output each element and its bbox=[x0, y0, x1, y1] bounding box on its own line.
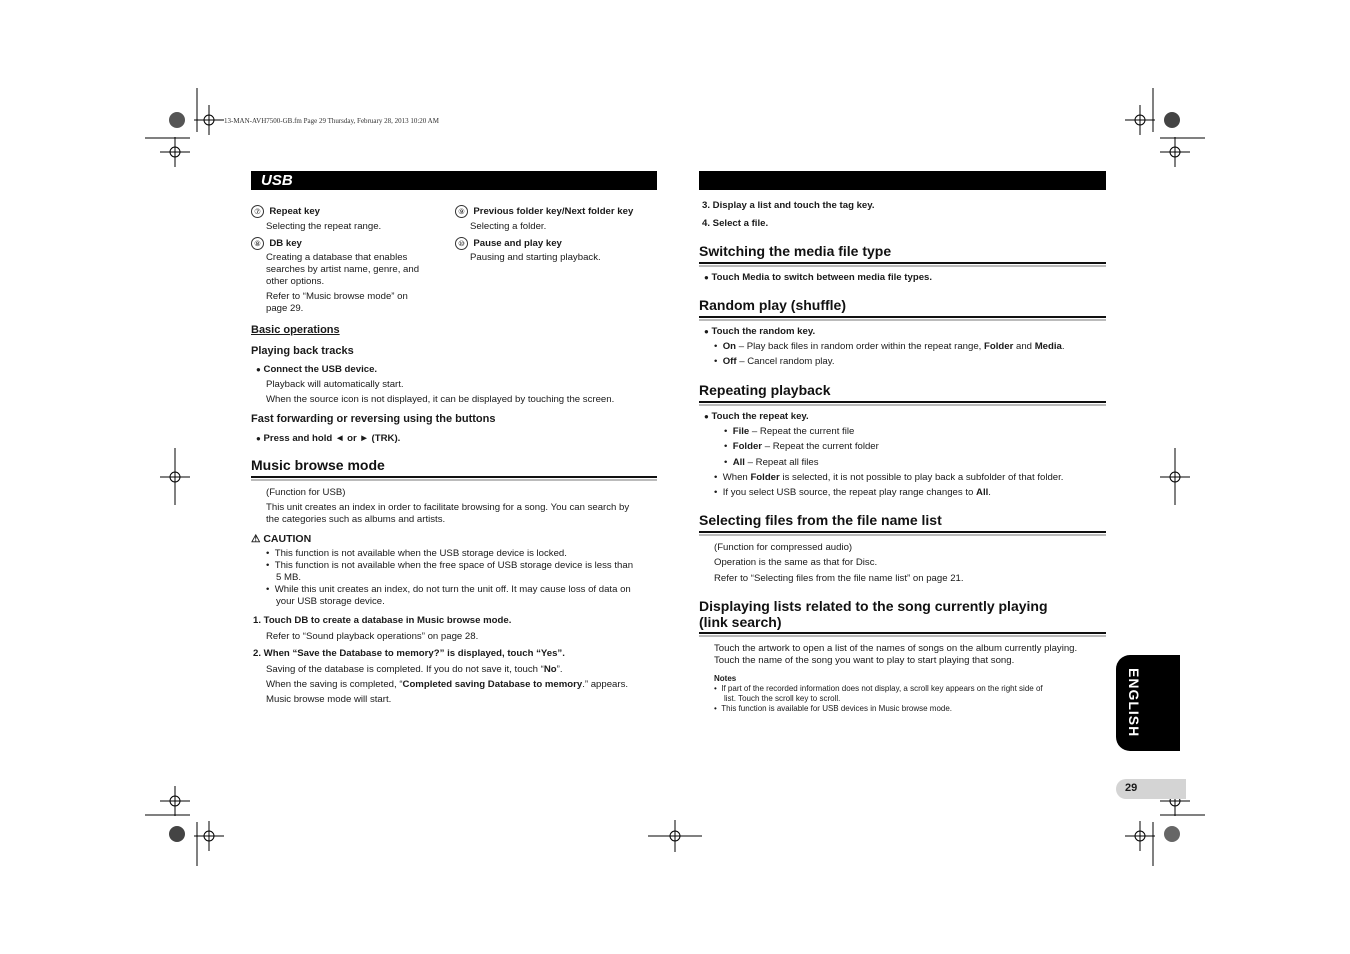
caution-item: • While this unit creates an index, do not turn the unit off. It may cause loss of data on bbox=[266, 584, 631, 595]
step-2-b: When the saving is completed, “Completed saving Database to memory.” appears. bbox=[266, 679, 629, 690]
step-2-a: Saving of the database is completed. If you do not save it, touch “No”. bbox=[266, 664, 563, 675]
repeat-rule bbox=[699, 401, 1106, 403]
caution-item: • This function is not available when the USB storage device is locked. bbox=[266, 548, 567, 559]
link-search-rule-2 bbox=[699, 635, 1106, 637]
music-browse-heading: Music browse mode bbox=[251, 457, 385, 473]
page-number: 29 bbox=[1125, 782, 1138, 794]
caution-list: • This function is not available when the USB storage device is locked. • This function is not available when the free space of USB storage device is less than 5 MB. • While this unit creates an index, do not turn the unit off. It may cause loss of data on your USB storage device. bbox=[266, 548, 634, 607]
caution-heading: ⚠ CAUTION bbox=[251, 533, 312, 545]
note-item: • This function is available for USB devices in Music browse mode. bbox=[714, 704, 953, 713]
key-9-label: ⑨ Previous folder key/Next folder key bbox=[455, 205, 633, 218]
basic-operations-heading: Basic operations bbox=[251, 324, 340, 336]
section-bar-right bbox=[699, 171, 1106, 190]
key-7-label: ⑦ Repeat key bbox=[251, 205, 320, 218]
auto-start-text: Playback will automatically start. bbox=[266, 379, 404, 390]
key-10-label: ⑩ Pause and play key bbox=[455, 237, 562, 250]
section-title: USB bbox=[261, 172, 293, 189]
section-bar-left bbox=[251, 171, 657, 190]
playing-back-heading: Playing back tracks bbox=[251, 345, 354, 357]
repeat-all: • All – Repeat all files bbox=[724, 457, 819, 468]
select-files-3: Refer to “Selecting files from the file name list” on page 21. bbox=[714, 573, 964, 584]
index-text: This unit creates an index in order to facilitate browsing for a song. You can search by the categories such as albums and artists. bbox=[266, 502, 630, 525]
switch-rule-2 bbox=[699, 265, 1106, 267]
select-files-2: Operation is the same as that for Disc. bbox=[714, 557, 878, 568]
select-files-rule-2 bbox=[699, 534, 1106, 536]
notes-list: • If part of the recorded information does not display, a scroll key appears on the right side of list. Touch the scroll key to scroll. • This function is available for USB devices in Music browse mode. bbox=[714, 684, 1043, 713]
random-off: • Off – Cancel random play. bbox=[714, 356, 835, 367]
repeat-file: • File – Repeat the current file bbox=[724, 426, 855, 437]
link-search-text: Touch the artwork to open a list of the names of songs on the album currently playing. Touch the name of the song you want to play to start playing that song. bbox=[714, 643, 1078, 666]
key-8-label: ⑧ DB key bbox=[251, 237, 302, 250]
random-on: • On – Play back files in random order within the repeat range, Folder and Media. bbox=[714, 341, 1065, 352]
key-9-desc: Selecting a folder. bbox=[470, 221, 547, 232]
step-1-ref: Refer to “Sound playback operations” on page 28. bbox=[266, 631, 479, 642]
repeat-rule-2 bbox=[699, 404, 1106, 406]
repeat-item: ● Touch the repeat key. bbox=[704, 411, 809, 422]
switch-item: ● Touch Media to switch between media file types. bbox=[704, 272, 933, 283]
repeat-note-1: • When Folder is selected, it is not possible to play back a subfolder of that folder. bbox=[714, 472, 1064, 483]
link-search-rule bbox=[699, 632, 1106, 634]
function-usb: (Function for USB) bbox=[266, 487, 346, 498]
music-browse-rule bbox=[251, 476, 657, 478]
music-browse-rule-2 bbox=[251, 479, 657, 481]
repeat-heading: Repeating playback bbox=[699, 382, 831, 398]
random-rule-2 bbox=[699, 319, 1106, 321]
key-10-desc: Pausing and starting playback. bbox=[470, 252, 601, 263]
key-8-desc: Creating a database that enables searches by artist name, genre, and other options. Refer to “Music browse mode” on page 29. bbox=[266, 252, 420, 314]
step-4: 4. Select a file. bbox=[702, 218, 769, 229]
select-files-rule bbox=[699, 531, 1106, 533]
press-hold-item: ● Press and hold ◄ or ► (TRK). bbox=[256, 433, 401, 444]
random-rule bbox=[699, 316, 1106, 318]
random-heading: Random play (shuffle) bbox=[699, 297, 847, 313]
step-2: 2. When “Save the Database to memory?” is displayed, touch “Yes”. bbox=[253, 648, 565, 659]
repeat-note-2: • If you select USB source, the repeat play range changes to All. bbox=[714, 487, 991, 498]
select-files-heading: Selecting files from the file name list bbox=[699, 512, 942, 528]
step-3: 3. Display a list and touch the tag key. bbox=[702, 200, 875, 211]
caution-item: • This function is not available when the free space of USB storage device is less than bbox=[266, 560, 634, 571]
step-1: 1. Touch DB to create a database in Music browse mode. bbox=[253, 615, 512, 626]
random-item: ● Touch the random key. bbox=[704, 326, 816, 337]
key-7-desc: Selecting the repeat range. bbox=[266, 221, 382, 232]
ff-heading: Fast forwarding or reversing using the buttons bbox=[251, 413, 496, 425]
connect-item: ● Connect the USB device. bbox=[256, 364, 378, 375]
switch-heading: Switching the media file type bbox=[699, 243, 892, 259]
language-tab-label: ENGLISH bbox=[1126, 668, 1142, 738]
notes-heading: Notes bbox=[714, 674, 737, 683]
note-item: • If part of the recorded information does not display, a scroll key appears on the right side of bbox=[714, 684, 1043, 693]
select-files-1: (Function for compressed audio) bbox=[714, 542, 853, 553]
file-header-line: 13-MAN-AVH7500-GB.fm Page 29 Thursday, February 28, 2013 10:20 AM bbox=[224, 117, 439, 125]
repeat-folder: • Folder – Repeat the current folder bbox=[724, 441, 879, 452]
step-2-c: Music browse mode will start. bbox=[266, 694, 392, 705]
warning-icon: ⚠ bbox=[251, 533, 261, 545]
source-icon-text: When the source icon is not displayed, it can be displayed by touching the screen. bbox=[266, 394, 615, 405]
switch-rule bbox=[699, 262, 1106, 264]
link-search-heading: Displaying lists related to the song currently playing (link search) bbox=[699, 598, 1048, 630]
